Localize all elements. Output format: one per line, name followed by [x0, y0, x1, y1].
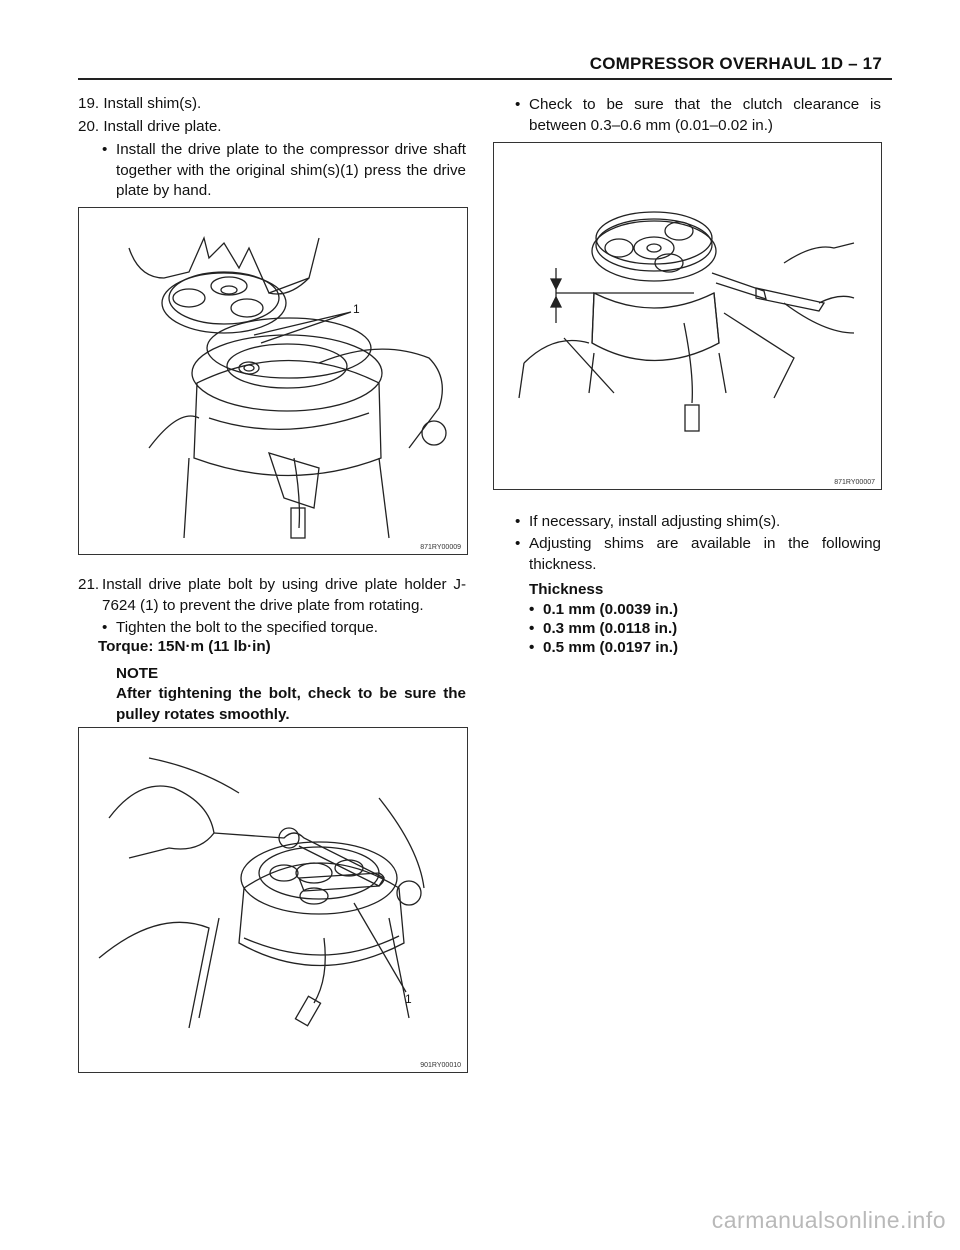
header-rule — [78, 78, 892, 80]
drive-plate-install-illustration — [79, 208, 467, 554]
bullet-dot: • — [529, 620, 535, 637]
figure-drive-plate-holder — [78, 727, 468, 1073]
note-title: NOTE — [116, 665, 159, 682]
step-21-number: 21. — [78, 576, 100, 593]
figure-drive-plate-install — [78, 207, 468, 555]
watermark-text: carmanualsonline.info — [711, 1207, 946, 1233]
thickness-value: 0.3 mm (0.0118 in.) — [543, 620, 678, 637]
figure-callout-1: 1 — [353, 302, 360, 316]
bullet-dot: • — [515, 96, 521, 113]
step-20: 20. Install drive plate. — [78, 118, 222, 135]
clutch-clearance-illustration — [494, 143, 881, 489]
thickness-value: 0.1 mm (0.0039 in.) — [543, 601, 679, 618]
step-21 — [78, 575, 466, 616]
bullet-dot: • — [102, 141, 108, 158]
step-19: 19. Install shim(s). — [78, 95, 202, 112]
thickness-title: Thickness — [529, 581, 604, 598]
note-text: After tightening the bolt, check to be sure the pulley rotates smoothly. — [116, 685, 466, 723]
step-20-bullet-text: Install the drive plate to the compressor drive shaft together with the original shim(s)(1) press the drive plate by hand. — [116, 141, 466, 199]
figure-code: 871RY00009 — [420, 544, 461, 551]
shims-available-bullet — [515, 534, 881, 575]
thickness-item — [529, 638, 678, 659]
thickness-item — [529, 619, 677, 640]
bullet-dot: • — [529, 601, 535, 618]
figure-code: 901RY00010 — [420, 1062, 461, 1069]
thickness-value: 0.5 mm (0.0197 in.) — [543, 639, 679, 656]
step-21-bullet-text: Tighten the bolt to the specified torque. — [116, 619, 379, 636]
bullet-dot: • — [515, 513, 521, 530]
page-header-title: COMPRESSOR OVERHAUL 1D – 17 — [589, 54, 882, 73]
step-21-bullet — [102, 618, 466, 639]
clearance-check-text: Check to be sure that the clutch clearance is between 0.3–0.6 mm (0.01–0.02 in.) — [529, 96, 881, 134]
step-20-bullet — [102, 140, 466, 202]
step-21-text: Install drive plate bolt by using drive plate holder J-7624 (1) to prevent the drive plate from rotating. — [102, 576, 466, 614]
bullet-dot: • — [515, 535, 521, 552]
clearance-check-bullet — [515, 95, 881, 136]
torque-spec: Torque: 15N·m (11 lb·in) — [98, 638, 271, 655]
figure-code: 871RY00007 — [834, 479, 875, 486]
figure-clutch-clearance — [493, 142, 882, 490]
shims-available-text: Adjusting shims are available in the following thickness. — [529, 535, 881, 573]
bullet-dot: • — [102, 619, 108, 636]
thickness-item — [529, 600, 678, 621]
drive-plate-holder-illustration — [79, 728, 467, 1072]
install-shim-bullet — [515, 512, 881, 533]
bullet-dot: • — [529, 639, 535, 656]
install-shim-text: If necessary, install adjusting shim(s). — [529, 513, 781, 530]
figure-callout-1: 1 — [405, 992, 412, 1006]
